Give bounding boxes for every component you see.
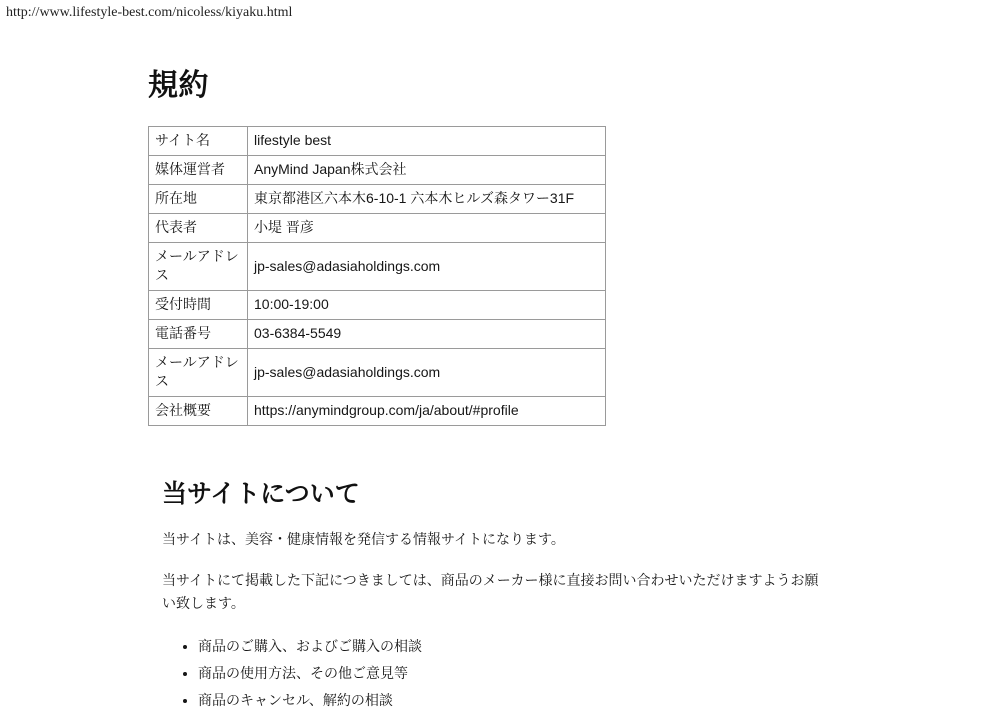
table-cell-label: メールアドレス xyxy=(149,243,248,291)
table-cell-value: 東京都港区六本木6-10-1 六本木ヒルズ森タワー31F xyxy=(248,185,606,214)
document-content xyxy=(148,34,848,714)
table-cell-value: 小堤 晋彦 xyxy=(248,214,606,243)
table-cell-label: サイト名 xyxy=(149,127,248,156)
table-cell-label: 会社概要 xyxy=(149,397,248,426)
table-cell-label: 電話番号 xyxy=(149,320,248,349)
list-item: • 商品の使用方法、その他ご意見等 xyxy=(198,660,848,687)
table-cell-label: 受付時間 xyxy=(149,291,248,320)
table-cell-value: AnyMind Japan株式会社 xyxy=(248,156,606,185)
site-info-table xyxy=(148,126,606,426)
table-cell-value: jp-sales@adasiaholdings.com xyxy=(248,243,606,291)
table-row xyxy=(149,127,606,156)
table-cell-value: jp-sales@adasiaholdings.com xyxy=(248,349,606,397)
table-row xyxy=(149,397,606,426)
table-cell-label: 代表者 xyxy=(149,214,248,243)
table-row xyxy=(149,185,606,214)
table-row xyxy=(149,320,606,349)
table-cell-value: lifestyle best xyxy=(248,127,606,156)
list-item: • 商品のご購入、およびご購入の相談 xyxy=(198,633,848,660)
table-cell-value: 10:00-19:00 xyxy=(248,291,606,320)
table-cell-value: https://anymindgroup.com/ja/about/#profile xyxy=(248,397,606,426)
page-body xyxy=(0,34,983,708)
table-cell-label: 媒体運営者 xyxy=(149,156,248,185)
table-cell-value: 03-6384-5549 xyxy=(248,320,606,349)
table-cell-label: 所在地 xyxy=(149,185,248,214)
about-paragraph-2: 当サイトにて掲載した下記につきましては、商品のメーカー様に直接お問い合わせいただけますようお願い致します。 xyxy=(162,572,819,611)
table-row xyxy=(149,214,606,243)
about-bullet-list xyxy=(162,633,848,714)
address-bar[interactable]: http://www.lifestyle-best.com/nicoless/kiyaku.html xyxy=(6,5,293,20)
list-item: • 商品のキャンセル、解約の相談 xyxy=(198,687,848,714)
table-row xyxy=(149,156,606,185)
table-cell-label: メールアドレス xyxy=(149,349,248,397)
table-row xyxy=(149,291,606,320)
about-section-heading: 当サイトについて xyxy=(162,480,360,508)
table-row xyxy=(149,349,606,397)
page-title: 規約 xyxy=(148,69,209,102)
table-row xyxy=(149,243,606,291)
about-paragraph-1: 当サイトは、美容・健康情報を発信する情報サイトになります。 xyxy=(162,531,565,547)
